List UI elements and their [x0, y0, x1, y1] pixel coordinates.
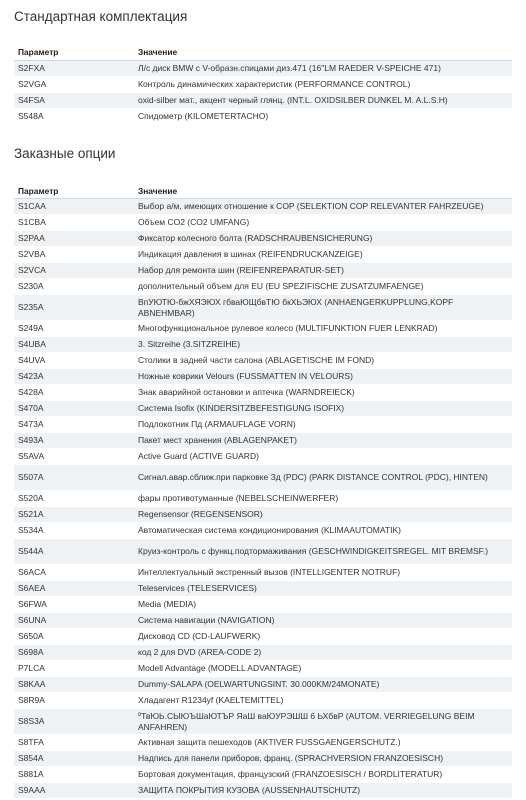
option-value-cell: Выбор а/м, имеющих отношение к COP (SELEKTION COP RELEVANTER FAHRZEUGE) [134, 199, 512, 215]
table-row [14, 465, 512, 491]
option-code-cell: S2VBA [14, 247, 134, 263]
table-row [14, 629, 512, 645]
option-value-cell: Активная защита пешеходов (AKTIVER FUSSGAENGERSCHUTZ.) [134, 735, 512, 751]
option-value-cell: oxid-silber мат., акцент черный глянц. (INT.L. OXIDSILBER DUNKEL M. A.L.S.H) [134, 93, 512, 109]
table-row [14, 507, 512, 523]
option-value-cell: Active Guard (ACTIVE GUARD) [134, 449, 512, 465]
table-row [14, 449, 512, 465]
optional-equipment-title: Заказные опции [14, 146, 116, 161]
option-code-cell: S650A [14, 629, 134, 645]
option-value-cell: Надпись для панели приборов, франц. (SPRACHVERSION FRANZOESISCH) [134, 751, 512, 767]
table-row [14, 199, 512, 215]
column-header-parameter: Параметр [14, 183, 134, 199]
option-value-cell: Объем CO2 (CO2 UMFANG) [134, 215, 512, 231]
option-value-cell: Пакет мест хранения (ABLAGENPAKET) [134, 433, 512, 449]
table-row [14, 353, 512, 369]
option-code-cell: S2PAA [14, 231, 134, 247]
option-value-cell: фары противотуманные (NEBELSCHEINWERFER) [134, 491, 512, 507]
table-row [14, 247, 512, 263]
standard-equipment-title: Стандартная комплектация [14, 9, 188, 24]
option-code-cell: S8R9A [14, 693, 134, 709]
option-code-cell: S4FSA [14, 93, 134, 109]
option-code-cell: S698A [14, 645, 134, 661]
table-header-row [14, 183, 512, 199]
option-value-cell: Автоматическая система кондиционирования (KLIMAAUTOMATIK) [134, 523, 512, 539]
table-row [14, 565, 512, 581]
option-value-cell: Фиксатор колесного болта (RADSCHRAUBENSICHERUNG) [134, 231, 512, 247]
table-row [14, 661, 512, 677]
option-value-cell: Индикация давления в шинах (REIFENDRUCKANZEIGE) [134, 247, 512, 263]
table-row [14, 321, 512, 337]
option-code-cell: S493A [14, 433, 134, 449]
option-code-cell: S4UBA [14, 337, 134, 353]
section-spacer [14, 125, 512, 145]
option-value-cell: Бортовая документация, французский (FRANZOESISCH / BORDLITERATUR) [134, 767, 512, 783]
table-row [14, 93, 512, 109]
column-header-parameter: Параметр [14, 44, 134, 61]
table-row [14, 523, 512, 539]
option-code-cell: S6UNA [14, 613, 134, 629]
option-value-cell: дополнительный объем для EU (EU SPEZIFISCHE ZUSATZUMFAENGE) [134, 279, 512, 295]
table-row [14, 693, 512, 709]
option-code-cell: S1CAA [14, 199, 134, 215]
option-value-cell: Dummy-SALAPA (OELWARTUNGSINT. 30.000KM/24MONATE) [134, 677, 512, 693]
option-code-cell: S4UVA [14, 353, 134, 369]
table-row [14, 337, 512, 353]
option-code-cell: S473A [14, 417, 134, 433]
option-code-cell: S507A [14, 465, 134, 491]
option-code-cell: S235A [14, 295, 134, 321]
option-value-cell: Спидометр (KILOMETERTACHO) [134, 109, 512, 125]
table-row [14, 109, 512, 125]
option-value-cell: Круиз-контроль с функц.подтормаживания (GESCHWINDIGKEITSREGEL. MIT BREMSF.) [134, 539, 512, 565]
column-header-value: Значение [134, 183, 512, 199]
option-code-cell: S230A [14, 279, 134, 295]
table-row [14, 597, 512, 613]
option-value-cell: Столики в задней части салона (ABLAGETISCHE IM FOND) [134, 353, 512, 369]
option-value-cell: Media (MEDIA) [134, 597, 512, 613]
option-code-cell: S544A [14, 539, 134, 565]
table-row [14, 279, 512, 295]
option-code-cell: S423A [14, 369, 134, 385]
option-value-cell: Teleservices (TELESERVICES) [134, 581, 512, 597]
option-code-cell: S470A [14, 401, 134, 417]
table-row [14, 709, 512, 735]
option-code-cell: S520A [14, 491, 134, 507]
option-code-cell: S6FWA [14, 597, 134, 613]
table-row [14, 767, 512, 783]
option-code-cell: S6AEA [14, 581, 134, 597]
option-value-cell: Подлокотник Пд (ARMAUFLAGE VORN) [134, 417, 512, 433]
option-code-cell: S881A [14, 767, 134, 783]
option-value-cell: Modell Advantage (MODELL ADVANTAGE) [134, 661, 512, 677]
table-row [14, 385, 512, 401]
table-row [14, 491, 512, 507]
option-value-cell: Хладагент R1234yf (KAELTEMITTEL) [134, 693, 512, 709]
option-value-cell: Контроль динамических характеристик (PERFORMANCE CONTROL) [134, 77, 512, 93]
column-header-value: Значение [134, 44, 512, 61]
option-code-cell: S249A [14, 321, 134, 337]
option-value-cell: Сигнал.авар.сближ.при парковке Зд (PDC) (PARK DISTANCE CONTROL (PDC), HINTEN) [134, 465, 512, 491]
option-value-cell: Дисковод CD (CD-LAUFWERK) [134, 629, 512, 645]
option-code-cell: S2VCA [14, 263, 134, 279]
option-value-cell: Набор для ремонта шин (REIFENREPARATUR-SET) [134, 263, 512, 279]
option-code-cell: S8S3A [14, 709, 134, 735]
option-value-cell: Многофункциональное рулевое колесо (MULTIFUNKTION FUER LENKRAD) [134, 321, 512, 337]
option-code-cell: S8KAA [14, 677, 134, 693]
table-row [14, 417, 512, 433]
option-value-cell: Л/с диск BMW с V-образн.спицами диз.471 (16"LM RAEDER V-SPEICHE 471) [134, 61, 512, 77]
option-value-cell: Regensensor (REGENSENSOR) [134, 507, 512, 523]
optional-equipment-table [14, 183, 512, 799]
table-row [14, 295, 512, 321]
table-row [14, 61, 512, 77]
table-row [14, 369, 512, 385]
table-row [14, 677, 512, 693]
option-code-cell: S521A [14, 507, 134, 523]
standard-equipment-rows [14, 61, 512, 125]
option-value-cell: код 2 для DVD (AREA-CODE 2) [134, 645, 512, 661]
option-value-cell: Система навигации (NAVIGATION) [134, 613, 512, 629]
table-row [14, 539, 512, 565]
option-code-cell: S5AVA [14, 449, 134, 465]
option-code-cell: S1CBA [14, 215, 134, 231]
table-row [14, 613, 512, 629]
option-code-cell: S8TFA [14, 735, 134, 751]
option-value-cell: Ножные коврики Velours (FUSSMATTEN IN VELOURS) [134, 369, 512, 385]
option-value-cell: ЗАЩИТА ПОКРЫТИЯ КУЗОВА (AUSSENHAUTSCHUTZ) [134, 783, 512, 799]
table-row [14, 77, 512, 93]
option-code-cell: S6ACA [14, 565, 134, 581]
option-code-cell: P7LCA [14, 661, 134, 677]
table-row [14, 231, 512, 247]
table-header-row [14, 44, 512, 61]
standard-equipment-table [14, 44, 512, 125]
option-code-cell: S428A [14, 385, 134, 401]
option-value-cell: Интеллектуальный экстренный вызов (INTELLIGENTER NOTRUF) [134, 565, 512, 581]
option-value-cell: ВпУЮТЮ-бжХЯЭЮХ гбваЮЩбвТЮ бкХЬЭЮХ (ANHAENGERKUPPLUNG,KOPF ABNEHMBAR) [134, 295, 512, 321]
option-value-cell: ºТвЮЬ.СЫЮЪШаЮТЪР ЯаШ ваЮУРЭШШ 6 ЬХбвР (AUTOM. VERRIEGELUNG BEIM ANFAHREN) [134, 709, 512, 735]
table-row [14, 401, 512, 417]
optional-equipment-rows [14, 199, 512, 799]
table-row [14, 783, 512, 799]
option-code-cell: S2FXA [14, 61, 134, 77]
table-row [14, 751, 512, 767]
table-row [14, 215, 512, 231]
option-code-cell: S854A [14, 751, 134, 767]
option-code-cell: S548A [14, 109, 134, 125]
table-row [14, 263, 512, 279]
table-row [14, 581, 512, 597]
table-row [14, 735, 512, 751]
option-value-cell: 3. Sitzreihe (3.SITZREIHE) [134, 337, 512, 353]
table-row [14, 645, 512, 661]
option-code-cell: S534A [14, 523, 134, 539]
option-code-cell: S9AAA [14, 783, 134, 799]
option-value-cell: Знак аварийной остановки и аптечка (WARNDREIECK) [134, 385, 512, 401]
option-value-cell: Система Isofix (KINDERSITZBEFESTIGUNG ISOFIX) [134, 401, 512, 417]
table-row [14, 433, 512, 449]
option-code-cell: S2VGA [14, 77, 134, 93]
